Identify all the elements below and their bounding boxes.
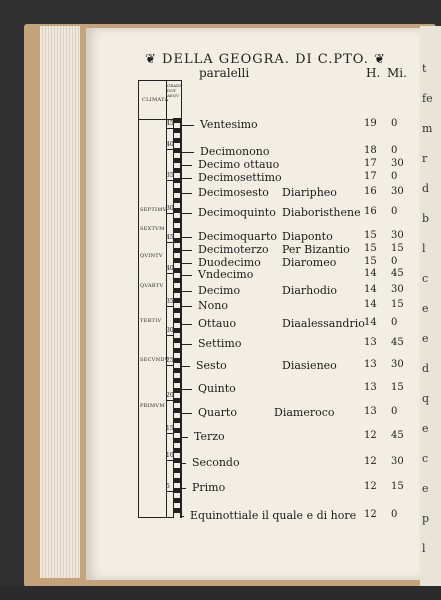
parallel-row (182, 118, 402, 132)
column-label-minutes: Mi. (387, 66, 407, 80)
facing-page-letter: r (422, 152, 428, 165)
parallel-row (182, 186, 402, 200)
hours-value: 15 (364, 243, 377, 254)
degree-label: 15 (166, 425, 174, 432)
hours-value: 13 (364, 382, 377, 393)
parallel-row (182, 406, 402, 420)
minutes-value: 0 (391, 317, 398, 328)
facing-page-letter: e (422, 422, 429, 435)
degree-label: 10 (166, 452, 174, 459)
facing-page-letter: l (422, 542, 426, 555)
hours-value: 14 (364, 299, 377, 310)
parallel-name: Vndecimo (198, 268, 254, 281)
row-tick (182, 152, 194, 153)
parallel-row (182, 337, 402, 351)
parallel-name: Ottauo (198, 317, 237, 330)
degree-rule (166, 433, 174, 434)
row-tick (182, 275, 192, 276)
row-tick (182, 437, 188, 438)
facing-page-letter: q (422, 392, 430, 405)
hours-value: 14 (364, 284, 377, 295)
parallel-city: Diameroco (274, 406, 335, 419)
row-tick (182, 344, 192, 345)
row-tick (182, 213, 192, 214)
degree-rule (166, 400, 174, 401)
parallel-row (182, 481, 402, 495)
minutes-value: 30 (391, 284, 404, 295)
minutes-value: 15 (391, 481, 404, 492)
hours-value: 12 (364, 481, 377, 492)
parallel-city: Diaponto (282, 230, 333, 243)
parallel-name: Nono (198, 299, 228, 312)
facing-page-letter: l (422, 242, 426, 255)
parallel-city: Diarhodio (282, 284, 338, 297)
column-label-paralleli: paralelli (199, 66, 250, 80)
degree-label: 25 (166, 357, 174, 364)
clima-label: SEXTVM (140, 226, 165, 232)
facing-page-edge (420, 26, 441, 586)
minutes-value: 30 (391, 359, 404, 370)
degree-rule (166, 335, 174, 336)
degree-rule (166, 460, 174, 461)
minutes-value: 0 (391, 509, 398, 520)
parallel-row (182, 430, 402, 444)
hours-value: 13 (364, 337, 377, 348)
parallel-name: Duodecimo (198, 256, 261, 269)
degree-label: 5 (166, 483, 170, 490)
parallel-name: Decimo (198, 284, 241, 297)
hours-value: 16 (364, 206, 377, 217)
row-tick (182, 178, 192, 179)
clima-label: PRIMVM (140, 403, 165, 409)
hours-value: 14 (364, 317, 377, 328)
row-tick (182, 488, 186, 489)
clima-label: SECVNDV (140, 357, 169, 363)
row-tick (182, 291, 192, 292)
row-tick (182, 165, 192, 166)
facing-page-letter: c (422, 452, 429, 465)
parallel-name: Decimoterzo (198, 243, 269, 256)
parallel-city: Per Bizantio (282, 243, 350, 256)
parallel-row (182, 382, 402, 396)
climata-header: CLIMATA (142, 97, 169, 103)
parallel-row (182, 456, 402, 470)
facing-page-letter: t (422, 62, 427, 75)
minutes-value: 0 (391, 118, 398, 129)
parallel-name: Sesto (196, 359, 227, 372)
hours-value: 13 (364, 406, 377, 417)
minutes-value: 15 (391, 299, 404, 310)
degree-label: 35 (166, 298, 174, 305)
minutes-value: 30 (391, 158, 404, 169)
parallel-name: Equinottiale il quale e di hore (190, 509, 357, 522)
facing-page-letter: b (422, 212, 430, 225)
parallel-city: Diaalessandrio (282, 317, 365, 330)
degree-rule (166, 365, 174, 366)
minutes-value: 30 (391, 230, 404, 241)
minutes-value: 45 (391, 430, 404, 441)
background-shadow (0, 586, 441, 600)
degree-rule (166, 128, 174, 129)
parallel-name: Decimoquarto (198, 230, 278, 243)
row-tick (182, 324, 192, 325)
row-tick (182, 463, 186, 464)
minutes-value: 45 (391, 337, 404, 348)
row-tick (182, 306, 192, 307)
parallel-row (182, 243, 402, 257)
hours-value: 17 (364, 158, 377, 169)
parallel-city: Diasieneo (282, 359, 337, 372)
parallel-row (182, 509, 402, 523)
degree-label: 45 (166, 234, 174, 241)
hours-value: 16 (364, 186, 377, 197)
parallel-name: Ventesimo (200, 118, 258, 131)
degree-rule (166, 491, 174, 492)
degree-label: 40 (166, 141, 174, 148)
degree-label: 20 (166, 392, 174, 399)
row-tick (182, 516, 184, 517)
facing-page-letter: c (422, 272, 429, 285)
parallel-row (182, 158, 402, 172)
parallel-name: Decimosettimo (198, 171, 282, 184)
hours-value: 12 (364, 430, 377, 441)
parallel-row (182, 299, 402, 313)
facing-page-letter: d (422, 182, 430, 195)
column-label-hours: H. (366, 66, 381, 80)
facing-page-letter: e (422, 332, 429, 345)
row-tick (182, 193, 192, 194)
minutes-value: 0 (391, 206, 398, 217)
minutes-value: 15 (391, 382, 404, 393)
parallel-row (182, 284, 402, 298)
clima-label: QVINTV (140, 253, 163, 259)
degree-label: 40 (166, 265, 174, 272)
parallel-name: Secondo (192, 456, 240, 469)
parallel-row (182, 268, 402, 282)
row-tick (182, 413, 192, 414)
parallel-row (182, 145, 402, 159)
hours-value: 12 (364, 456, 377, 467)
degree-label: 45 (166, 120, 174, 127)
parallel-name: Decimosesto (198, 186, 269, 199)
parallel-name: Decimonono (200, 145, 270, 158)
clima-label: TERTIV (140, 318, 162, 324)
parallel-name: Decimo ottauo (198, 158, 280, 171)
parallel-row (182, 230, 402, 244)
minutes-value: 0 (391, 171, 398, 182)
hours-value: 15 (364, 230, 377, 241)
degree-ladder (173, 118, 181, 518)
hours-value: 17 (364, 171, 377, 182)
minutes-value: 45 (391, 268, 404, 279)
hours-value: 18 (364, 145, 377, 156)
hours-value: 19 (364, 118, 377, 129)
parallel-city: Diaripheo (282, 186, 337, 199)
parallel-row (182, 171, 402, 185)
degree-label: 30 (166, 205, 174, 212)
clima-label: SEPTIMV (140, 207, 167, 213)
facing-page-letter: p (422, 512, 430, 525)
parallel-row (182, 206, 402, 220)
minutes-value: 30 (391, 456, 404, 467)
parallel-name: Terzo (194, 430, 225, 443)
row-tick (182, 237, 192, 238)
minutes-value: 30 (391, 186, 404, 197)
parallel-row (182, 359, 402, 373)
facing-page-letter: d (422, 362, 430, 375)
hours-value: 15 (364, 256, 377, 267)
hours-value: 12 (364, 509, 377, 520)
row-tick (182, 263, 192, 264)
row-tick (182, 125, 194, 126)
row-tick (182, 250, 192, 251)
parallel-row (182, 317, 402, 331)
hours-value: 14 (364, 268, 377, 279)
degree-rule (166, 273, 174, 274)
clima-label: QVARTV (140, 283, 164, 289)
degree-rule (166, 213, 174, 214)
facing-page-letter: e (422, 482, 429, 495)
hours-value: 13 (364, 359, 377, 370)
degree-rule (166, 242, 174, 243)
degree-label: 35 (166, 172, 174, 179)
degree-label: 30 (166, 327, 174, 334)
parallel-city: Diaboristhene (282, 206, 361, 219)
minutes-value: 0 (391, 145, 398, 156)
parallel-name: Primo (192, 481, 226, 494)
degree-rule (166, 180, 174, 181)
running-header: ❦ DELLA GEOGRA. DI C.PTO. ❦ (145, 52, 386, 67)
minutes-value: 0 (391, 256, 398, 267)
degree-rule (166, 149, 174, 150)
minutes-value: 15 (391, 243, 404, 254)
parallel-name: Quarto (198, 406, 237, 419)
page-edges (40, 26, 80, 578)
parallel-city: Diaromeo (282, 256, 337, 269)
degree-rule (166, 306, 174, 307)
row-tick (182, 366, 190, 367)
parallel-name: Settimo (198, 337, 242, 350)
row-tick (182, 389, 192, 390)
facing-page-letter: fe (422, 92, 433, 105)
parallel-name: Quinto (198, 382, 236, 395)
gradi-header: GRADI DOT AEQV (167, 83, 181, 98)
parallel-name: Decimoquinto (198, 206, 276, 219)
facing-page-letter: m (422, 122, 433, 135)
facing-page-letter: e (422, 302, 429, 315)
minutes-value: 0 (391, 406, 398, 417)
